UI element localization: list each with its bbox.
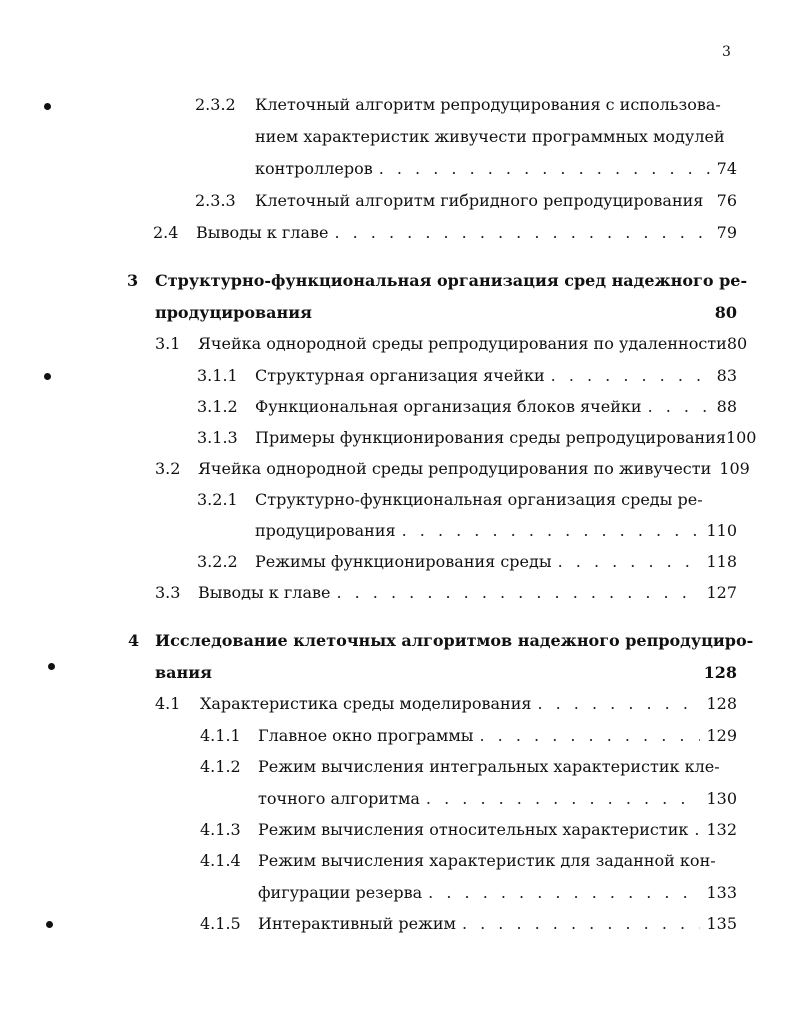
toc-entry-2-4[interactable] (153, 219, 737, 247)
page-number: 3 (722, 44, 731, 60)
toc-title: Клеточный алгоритм репродуцирования с использова- (255, 95, 721, 114)
toc-number: 3.1 (155, 334, 181, 353)
toc-title: Структурно-функциональная организация сред надежного ре- (155, 271, 748, 290)
toc-number: 3.3 (155, 583, 181, 602)
toc-entry-3-2-2[interactable] (197, 548, 737, 576)
toc-title: вания (155, 663, 212, 682)
toc-page-number: 80 (714, 303, 737, 322)
dot-leader (462, 910, 701, 938)
toc-number: 2.3.2 (195, 95, 236, 114)
toc-number: 2.3.3 (195, 191, 236, 210)
toc-title: Примеры функционирования среды репродуцирования (255, 428, 726, 447)
dot-leader (648, 393, 711, 421)
toc-number: 3.2.2 (197, 552, 238, 571)
dot-leader (334, 219, 710, 247)
toc-page-number: 132 (706, 820, 737, 839)
toc-page-number: 118 (706, 552, 737, 571)
toc-page-number: 80 (726, 334, 748, 353)
dot-leader (551, 362, 711, 390)
chapter-4-title-line2 (155, 659, 737, 687)
toc-page-number: 109 (719, 459, 750, 478)
toc-page-number: 128 (706, 694, 737, 713)
toc-title: продуцирования (255, 521, 396, 540)
chapter-4-title-line1[interactable] (155, 627, 754, 655)
toc-page-number: 100 (725, 428, 757, 447)
toc-title: контроллеров (255, 159, 373, 178)
toc-entry-3-2-1-line2 (255, 517, 737, 545)
toc-title: Ячейка однородной среды репродуцирования по удаленности (198, 334, 727, 353)
toc-title: Структурно-функциональная организация среды ре- (255, 490, 703, 509)
toc-entry-4-1-2-line2 (258, 785, 737, 813)
toc-entry-4-1[interactable] (155, 690, 737, 718)
toc-number: 4.1.2 (200, 757, 241, 776)
toc-entry-4-1-4-line1[interactable] (200, 847, 740, 875)
toc-number: 3.2.1 (197, 490, 238, 509)
toc-entry-3-3[interactable] (155, 579, 737, 607)
chapter-number: 3 (127, 271, 139, 290)
bullet-mark (44, 373, 51, 380)
toc-title: Ячейка однородной среды репродуцирования по живучести (198, 459, 712, 478)
toc-page-number: 127 (706, 583, 737, 602)
toc-number: 4.1.4 (200, 851, 241, 870)
dot-leader (480, 722, 701, 750)
toc-number: 4.1.3 (200, 820, 241, 839)
toc-page-number: 135 (706, 914, 737, 933)
toc-entry-3-2-1-line1[interactable] (197, 486, 740, 514)
toc-page-number: 83 (716, 366, 737, 385)
toc-entry-2-3-2-line1[interactable] (195, 91, 740, 119)
toc-number: 3.1.1 (197, 366, 238, 385)
toc-title: Режим вычисления относительных характеристик (258, 820, 689, 839)
toc-number: 4.1 (155, 694, 181, 713)
toc-title: Выводы к главе (196, 223, 329, 242)
toc-title: продуцирования (155, 303, 312, 322)
chapter-3-title-line2 (155, 299, 737, 327)
toc-entry-4-1-4-line2 (258, 879, 737, 907)
toc-entry-3-2[interactable] (155, 455, 750, 483)
toc-number: 2.4 (153, 223, 179, 242)
toc-title: Функциональная организация блоков ячейки (255, 397, 642, 416)
toc-number: 4.1.5 (200, 914, 241, 933)
toc-page-number: 130 (706, 789, 737, 808)
bullet-mark (48, 663, 55, 670)
toc-title: Выводы к главе (198, 583, 331, 602)
toc-title: Исследование клеточных алгоритмов надежного репродуциро- (155, 631, 754, 650)
dot-leader (426, 785, 701, 813)
toc-entry-3-1-3[interactable] (197, 424, 757, 452)
toc-title: Режимы функционирования среды (255, 552, 552, 571)
toc-entry-4-1-3[interactable] (200, 816, 737, 844)
bullet-mark (44, 103, 51, 110)
toc-page-number: 88 (716, 397, 737, 416)
toc-number: 3.1.2 (197, 397, 238, 416)
toc-title: Характеристика среды моделирования (200, 694, 532, 713)
toc-entry-3-1[interactable] (155, 330, 748, 358)
toc-entry-3-1-2[interactable] (197, 393, 737, 421)
toc-page-number: 74 (716, 159, 737, 178)
dot-leader (558, 548, 701, 576)
toc-page-number: 79 (716, 223, 737, 242)
toc-page-number: 129 (706, 726, 737, 745)
toc-entry-2-3-2-line3 (255, 155, 737, 183)
toc-title: точного алгоритма (258, 789, 420, 808)
dot-leader (694, 816, 700, 844)
toc-entry-4-1-5[interactable] (200, 910, 737, 938)
toc-page-number: 110 (706, 521, 737, 540)
toc-title: нием характеристик живучести программных модулей (255, 127, 725, 146)
toc-entry-4-1-2-line1[interactable] (200, 753, 740, 781)
toc-title: Режим вычисления интегральных характеристик кле- (258, 757, 720, 776)
dot-leader (379, 155, 711, 183)
toc-title: Структурная организация ячейки (255, 366, 545, 385)
toc-entry-4-1-1[interactable] (200, 722, 737, 750)
toc-title: Клеточный алгоритм гибридного репродуцирования (255, 191, 704, 210)
toc-title: Режим вычисления характеристик для заданной кон- (258, 851, 716, 870)
toc-page-number: 133 (706, 883, 737, 902)
dot-leader (402, 517, 701, 545)
toc-page-number: 76 (716, 191, 737, 210)
dot-leader (709, 187, 710, 215)
chapter-3-title-line1[interactable] (155, 267, 748, 295)
dot-leader (537, 690, 700, 718)
toc-number: 3.2 (155, 459, 181, 478)
dot-leader (428, 879, 700, 907)
dot-leader (336, 579, 700, 607)
toc-page-number: 128 (703, 663, 737, 682)
toc-entry-2-3-3[interactable] (195, 187, 737, 215)
toc-entry-2-3-2-line2 (255, 123, 740, 151)
toc-title: фигурации резерва (258, 883, 423, 902)
toc-title: Главное окно программы (258, 726, 474, 745)
toc-title: Интерактивный режим (258, 914, 456, 933)
toc-number: 4.1.1 (200, 726, 241, 745)
chapter-number: 4 (128, 631, 140, 650)
toc-entry-3-1-1[interactable] (197, 362, 737, 390)
bullet-mark (46, 921, 53, 928)
toc-number: 3.1.3 (197, 428, 238, 447)
